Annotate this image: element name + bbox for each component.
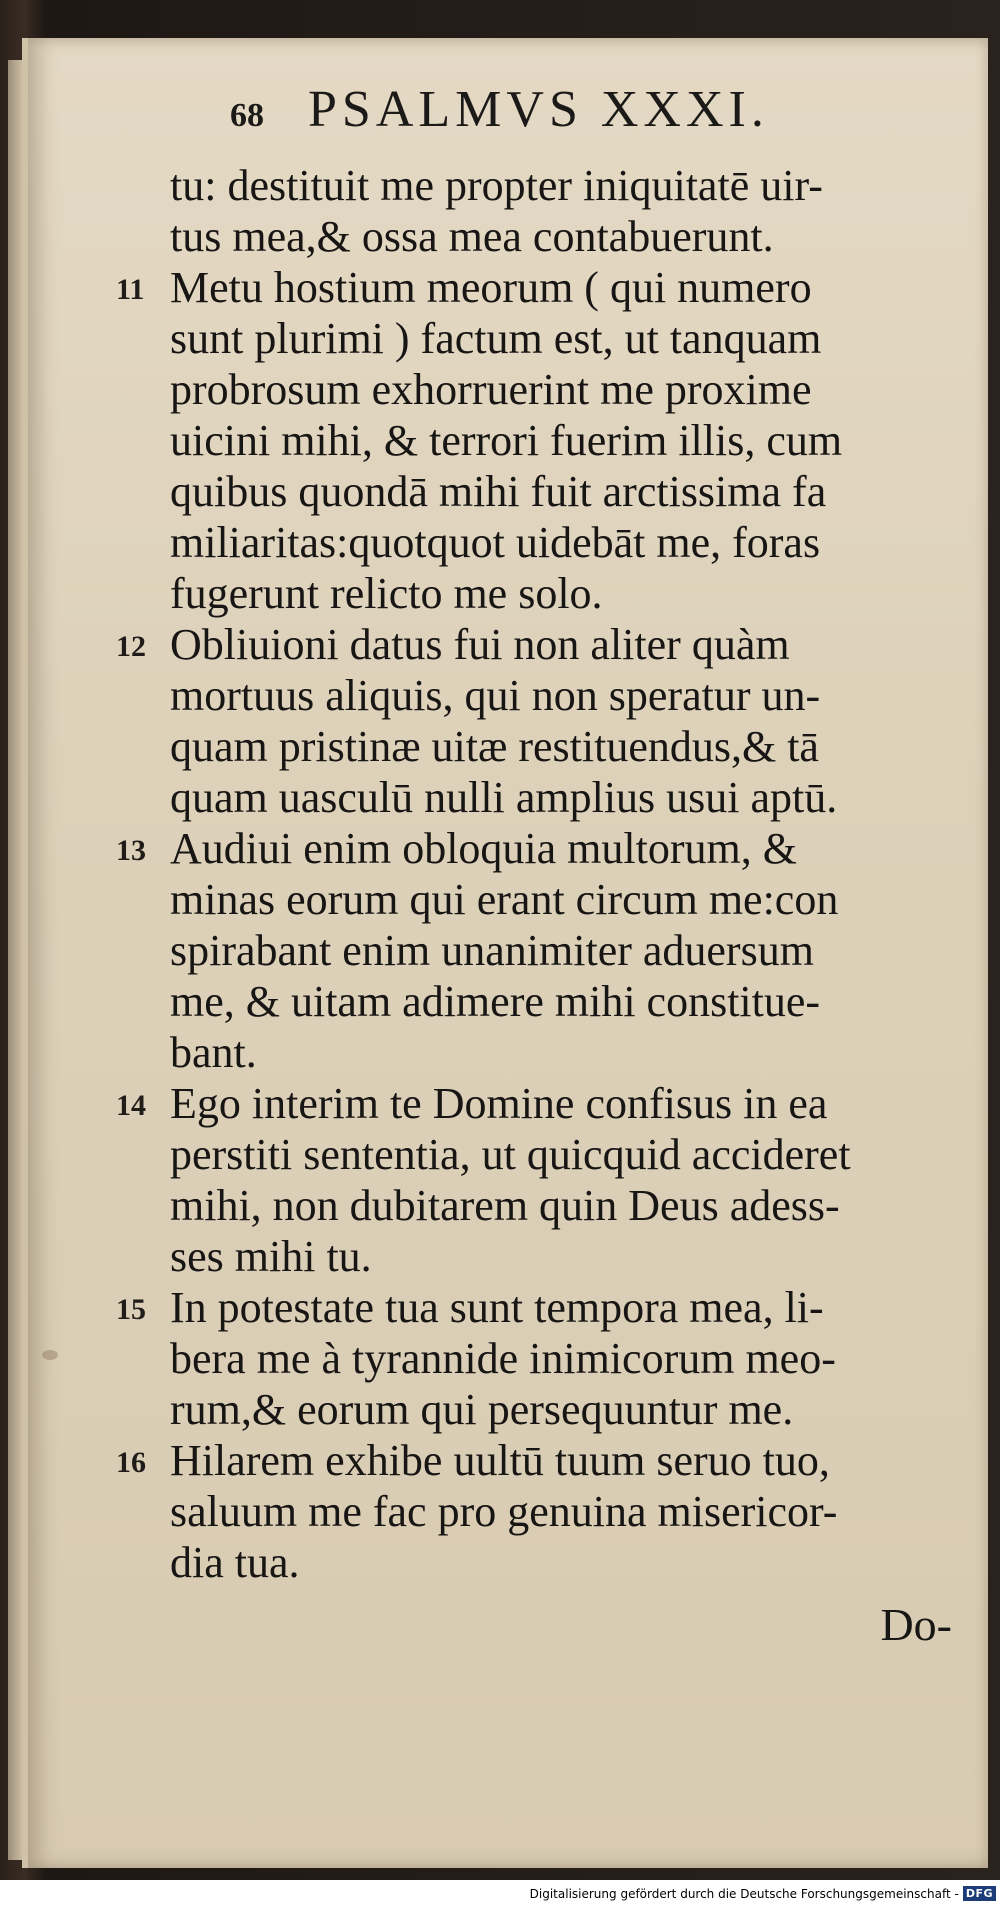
verse-line: perstiti sententia, ut quicquid accideret [170, 1130, 851, 1179]
verse-line: In potestate tua sunt tempora mea, li- [170, 1283, 824, 1332]
verse-line: dia tua. [170, 1538, 300, 1587]
verse-line: miliaritas:quotquot uidebāt me, foras [170, 518, 821, 567]
verse-number: 15 [116, 1293, 146, 1326]
verse-line: saluum me fac pro genuina misericor- [170, 1487, 838, 1536]
verse-line: spirabant enim unanimiter aduersum [170, 926, 814, 975]
verse-line: probrosum exhorruerint me proxime [170, 365, 812, 414]
verse-line: minas eorum qui erant circum me:con [170, 875, 839, 924]
verse-line: Audiui enim obloquia multorum, & [170, 824, 797, 873]
page-number: 68 [230, 97, 264, 134]
verse-number: 11 [116, 273, 145, 306]
verse-line: mortuus aliquis, qui non speratur un- [170, 671, 821, 720]
running-head: PSALMVS XXXI. [308, 81, 769, 138]
verse-line: tus mea,& ossa mea contabuerunt. [170, 212, 774, 261]
footer-bar [0, 1880, 1000, 1907]
verse-number: 12 [116, 630, 146, 663]
verse-line: mihi, non dubitarem quin Deus adess- [170, 1181, 840, 1230]
dfg-logo: DFG [963, 1886, 996, 1901]
verse-line: Metu hostium meorum ( qui numero [170, 263, 812, 312]
verse-line: quam pristinæ uitæ restituendus,& tā [170, 722, 819, 771]
verse-line: fugerunt relicto me solo. [170, 569, 603, 618]
verse-line: rum,& eorum qui persequuntur me. [170, 1385, 794, 1434]
verse-line: bera me à tyrannide inimicorum meo- [170, 1334, 836, 1383]
verse-line: quam uasculū nulli amplius usui aptū. [170, 773, 838, 822]
verse-line: Hilarem exhibe uultū tuum seruo tuo, [170, 1436, 830, 1485]
footer-credit: Digitalisierung gefördert durch die Deutsche Forschungsgemeinschaft - [529, 1886, 959, 1901]
verse [116, 1282, 950, 1435]
ink-stain [42, 1350, 58, 1360]
page-edge [8, 60, 22, 1860]
verse-line: bant. [170, 1028, 257, 1077]
verse-line: Obliuioni datus fui non aliter quàm [170, 620, 790, 669]
verse [170, 160, 950, 262]
verse [116, 262, 950, 619]
verse-line: Ego interim te Domine confisus in ea [170, 1079, 828, 1128]
verse-line: sunt plurimi ) factum est, ut tanquam [170, 314, 822, 363]
verse [116, 823, 950, 1078]
verse [116, 1435, 950, 1588]
verse-line: uicini mihi, & terrori fuerim illis, cum [170, 416, 843, 465]
verse-line: tu: destituit me propter iniquitatē uir- [170, 161, 823, 210]
verse-line: ses mihi tu. [170, 1232, 372, 1281]
verse-number: 16 [116, 1446, 146, 1479]
psalm-text [116, 160, 950, 1588]
catchword: Do- [880, 1599, 952, 1650]
verse [116, 619, 950, 823]
verse-line: quibus quondā mihi fuit arctissima fa [170, 467, 827, 516]
verse-number: 13 [116, 834, 146, 867]
verse-line: me, & uitam adimere mihi constitue- [170, 977, 821, 1026]
verse-number: 14 [116, 1089, 146, 1122]
verse [116, 1078, 950, 1282]
page-header [230, 80, 769, 160]
